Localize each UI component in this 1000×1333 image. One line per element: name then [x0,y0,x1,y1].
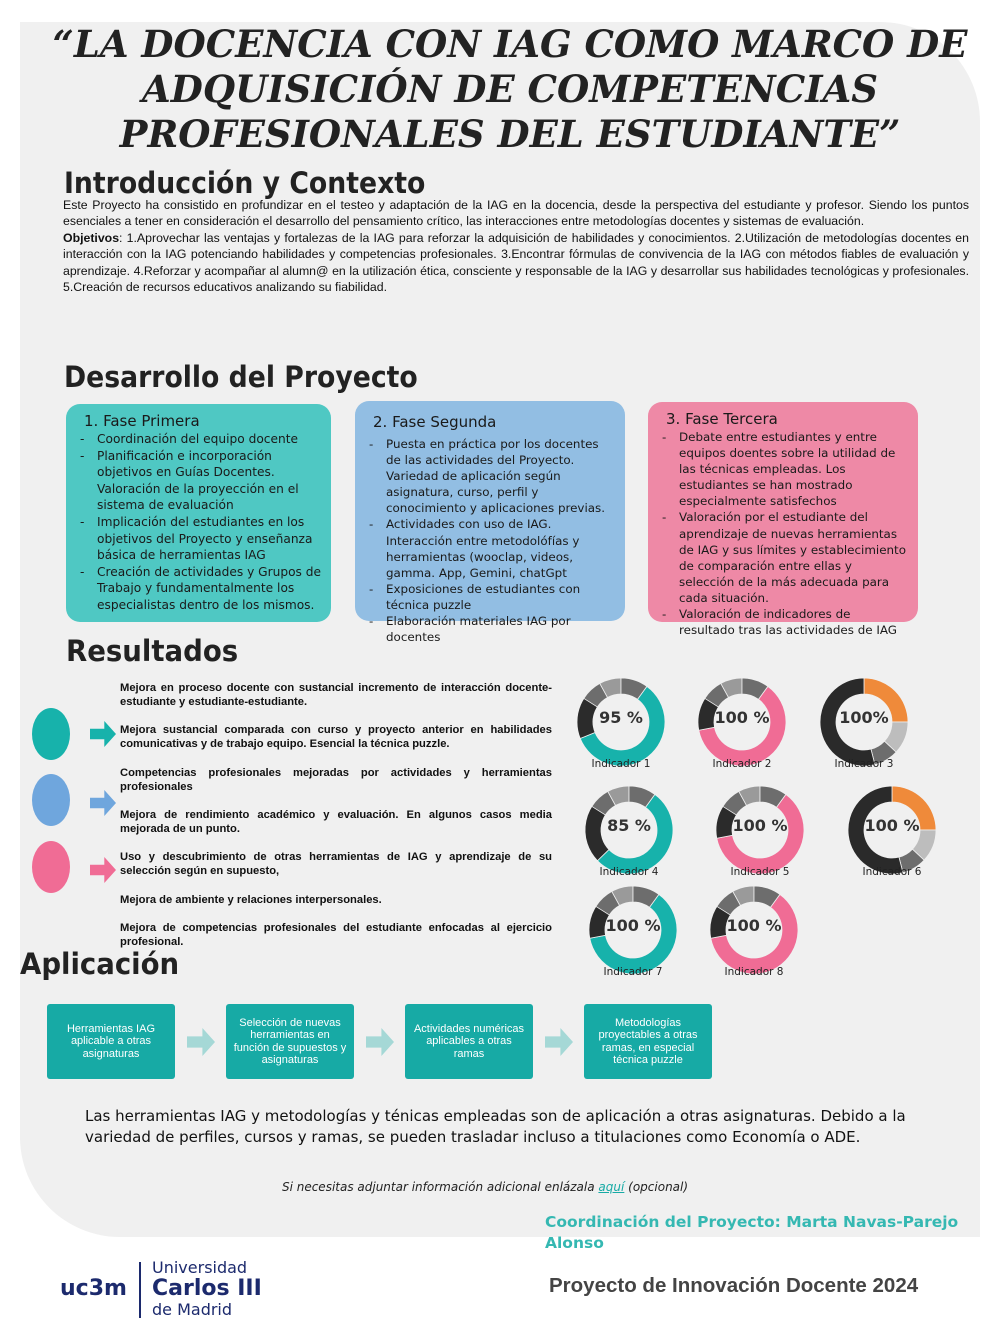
indicator-value: 100 % [605,916,661,935]
phase-list-item: - Actividades con uso de IAG. Interacción entre metodolófías y herramientas (wooclap, videos, gamma. App, Gemini, chatGpt [369,516,615,580]
application-summary: Las herramientas IAG y metodologías y ténicas empleadas son de aplicación a otras asignaturas. Debido a la variedad de perfiles, cursos y ramas, se pueden trasladar incluso a titulaciones como Economía o ADE. [85,1107,906,1146]
indicator-donut-8 [708,884,800,992]
phase-list-item: - Planificación e incorporación objetivos en Guías Docentes. Valoración de la proyección en el sistema de evaluación [80,448,321,514]
phase-list-item: - Coordinación del equipo docente [80,431,321,448]
section-heading-aplicacion: Aplicación [20,947,180,981]
phase-box-2 [355,401,625,645]
phase-title: 2. Fase Segunda [373,413,497,431]
phase-box-3 [648,402,918,638]
objectives-text: : 1.Aprovechar las ventajas y fortalezas de la IAG para reforzar la adquisición de habilidades y conocimientos. 2.Utilización de metodologías docentes en interacción con la IAG potenciando habilidades y competencias profesionales. 3.Encontrar fórmulas de convivencia de la IAG con métodos fiables de evaluación y aprendizaje. 4.Reforzar y acompañar al alumn@ en la utilización ética, consciente y responsable de la IAG y desarrollar sus habilidades tecnológicas y profesionales. 5.Creación de recursos educativos analizando su fiabilidad. [63,230,969,295]
indicator-label: Indicador 2 [712,758,772,770]
intro-paragraph: Este Proyecto ha consistido en profundizar en el testeo y adaptación de la IAG en la docencia, desde la perspectiva del estudiante y profesor. Siendo los puntos esenciales a tener en consideración el desarrollo del pensamiento crítico, las interacciones entre metodologías docentes y sistemas de evaluación. [63,198,969,229]
extra-info-before: Si necesitas adjuntar información adicional enlázala [281,1180,599,1194]
phase-box-1 [66,404,331,622]
logo-line-2: Carlos III [152,1276,262,1301]
indicator-value: 85 % [607,816,651,835]
indicator-value: 100 % [726,916,782,935]
indicator-label: Indicador 5 [730,866,790,878]
project-coordination: Coordinación del Proyecto: Marta Navas-Parejo Alonso [545,1213,959,1252]
result-item: Mejora de ambiente y relaciones interpersonales. [120,894,382,906]
phase-list-item: - Elaboración materiales IAG por docentes [369,613,615,645]
indicator-value: 100 % [732,816,788,835]
objectives-paragraph [63,230,969,296]
indicator-donut-4 [583,784,675,892]
section-heading-desarrollo: Desarrollo del Proyecto [64,360,418,394]
indicator-donut-6 [846,784,938,892]
phase-title: 1. Fase Primera [84,412,200,430]
indicator-value: 100 % [714,708,770,727]
flow-step-1: Herramientas IAG aplicable a otras asignaturas [47,1004,175,1079]
phase-list-item: - Exposiciones de estudiantes con técnica puzzle [369,581,615,613]
poster-title: “LA DOCENCIA CON IAG COMO MARCO DE ADQUISICIÓN DE COMPETENCIAS PROFESIONALES DEL ESTUDIANTE” [52,22,968,156]
section-heading-introduccion: Introducción y Contexto [64,166,426,200]
phase-list-item: - Valoración de indicadores de resultado tras las actividades de IAG [662,606,908,638]
indicator-label: Indicador 7 [603,966,663,978]
indicator-donut-3 [818,676,910,784]
extra-info-after: (opcional) [624,1180,689,1194]
result-item: Mejora sustancial comparada con curso y proyecto anterior en habilidades comunicativas y de trabajo equipo. Esencial la técnica puzzle. [120,724,552,751]
indicator-donut-1 [575,676,667,784]
objectives-label: Objetivos [63,230,120,245]
phase-list-item: - Puesta en práctica por los docentes de las actividades del Proyecto. Variedad de aplicación según asignatura, curso, perfil y conocimiento y aplicaciones previas. [369,436,615,516]
logo-line-1: Universidad [152,1258,248,1277]
flow-step-3: Actividades numéricas aplicables a otras ramas [405,1004,533,1079]
project-title-footer: Proyecto de Innovación Docente 2024 [549,1274,919,1297]
logo-line-3: de Madrid [152,1300,233,1319]
extra-info-note [200,1180,770,1194]
result-item: Competencias profesionales mejoradas por actividades y herramientas profesionales [120,767,552,794]
indicator-donut-7 [587,884,679,992]
logo-divider [139,1262,141,1318]
indicator-label: Indicador 6 [862,866,922,878]
flow-step-2: Selección de nuevas herramientas en función de supuestos y asignaturas [226,1004,354,1079]
logo-short: uc3m [60,1276,127,1301]
indicator-value: 100 % [864,816,920,835]
results-marker-circle-teal [32,708,70,760]
phase-list-item: - Implicación del estudiantes en los objetivos del Proyecto y enseñanza básica de herramientas IAG [80,514,321,564]
results-marker-circle-blue [32,774,70,826]
indicator-label: Indicador 3 [834,758,894,770]
phase-title: 3. Fase Tercera [666,410,778,428]
intro-text-block [63,197,969,295]
uc3m-logo [60,1258,300,1324]
result-item: Mejora de competencias profesionales del estudiante enfocadas al ejercicio profesional. [120,922,552,949]
phase-list-item: - Debate entre estudiantes y entre equipos doentes sobre la utilidad de las técnicas empleadas. Los estudiantes se han mostrado especialmente satisfechos [662,429,908,509]
result-item: Mejora en proceso docente con sustancial incremento de interacción docente-estudiante y estudiante-estudiante. [120,682,552,709]
indicator-value: 95 % [599,708,643,727]
phase-list-item: - Valoración por el estudiante del aprendizaje de nuevas herramientas de IAG y sus límites y establecimiento de comparación entre ellas y selección de la más adecuada para cada situación. [662,509,908,606]
indicator-label: Indicador 1 [591,758,651,770]
indicator-donut-5 [714,784,806,892]
indicator-label: Indicador 8 [724,966,784,978]
flow-step-4: Metodologías proyectables a otras ramas, en especial técnica puzzle [584,1004,712,1079]
indicator-label: Indicador 4 [599,866,659,878]
results-marker-circle-pink [32,841,70,893]
result-item: Uso y descubrimiento de otras herramientas de IAG y aprendizaje de su selección según en supuesto, [120,851,552,878]
indicator-donut-2 [696,676,788,784]
extra-info-link[interactable]: aquí [598,1180,625,1194]
section-heading-resultados: Resultados [66,634,239,668]
phase-list-item: - Creación de actividades y Grupos de Trabajo y fundamentalmente los especialistas dentro de los mismos. [80,564,321,614]
result-item: Mejora de rendimiento académico y evaluación. En algunos casos media mejorada de un punto. [120,809,552,836]
indicator-value: 100% [839,708,889,727]
